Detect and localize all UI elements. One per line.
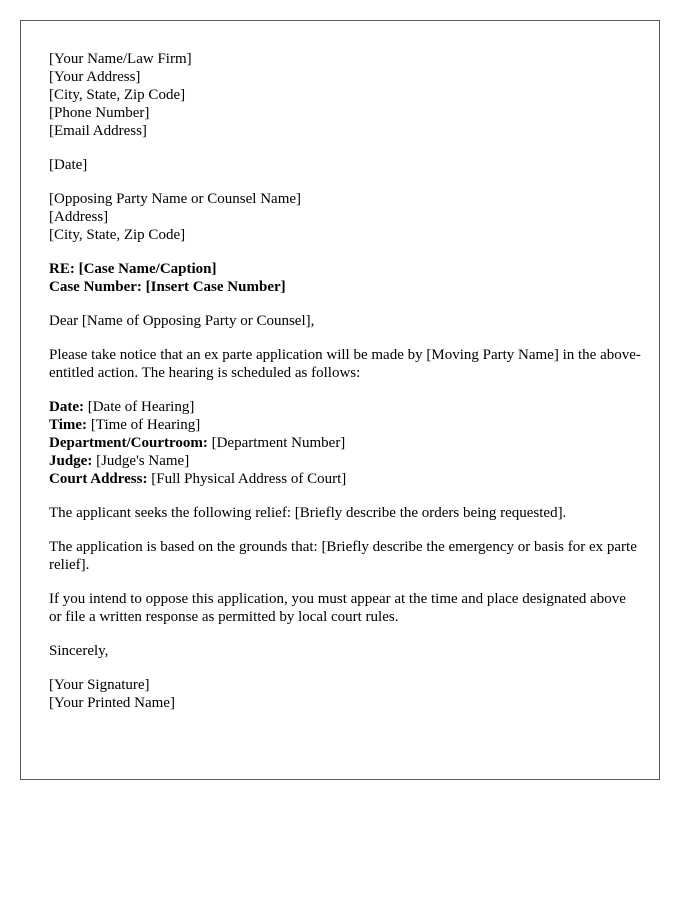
recipient-block [49,190,639,244]
hearing-department-value: [Department Number] [211,435,346,451]
hearing-court-address-line [49,470,639,488]
sender-block [49,50,639,140]
salutation-block [49,312,639,330]
case-number-value: [Insert Case Number] [145,279,286,295]
notice-paragraph: Please take notice that an ex parte application will be made by [Moving Party Name] in the above-entitled action. The hearing is scheduled as follows: [49,347,641,381]
sender-email: [Email Address] [49,123,147,139]
sender-name-firm: [Your Name/Law Firm] [49,51,192,67]
printed-name: [Your Printed Name] [49,695,175,711]
hearing-court-address-value: [Full Physical Address of Court] [151,471,347,487]
sender-phone: [Phone Number] [49,105,150,121]
hearing-time-label: Time: [49,417,88,433]
hearing-time-line [49,416,639,434]
grounds-paragraph: The application is based on the grounds that: [Briefly describe the emergency or basis for ex parte relief]. [49,539,637,573]
recipient-city-state-zip: [City, State, Zip Code] [49,227,186,243]
sender-city-state-zip: [City, State, Zip Code] [49,87,186,103]
closing-block [49,642,639,660]
date-block [49,156,639,174]
hearing-judge-value: [Judge's Name] [96,453,190,469]
salutation: Dear [Name of Opposing Party or Counsel], [49,313,315,329]
signature-block [49,676,639,712]
hearing-department-label: Department/Courtroom: [49,435,208,451]
hearing-date-label: Date: [49,399,84,415]
sender-address: [Your Address] [49,69,141,85]
hearing-judge-label: Judge: [49,453,93,469]
hearing-date-line [49,398,639,416]
hearing-court-address-label: Court Address: [49,471,148,487]
hearing-department-line [49,434,639,452]
re-label: RE: [49,261,75,277]
hearing-details [49,398,639,488]
oppose-paragraph: If you intend to oppose this application, you must appear at the time and place designated above or file a written response as permitted by local court rules. [49,591,626,625]
hearing-time-value: [Time of Hearing] [90,417,201,433]
re-line [49,260,639,278]
letter-date: [Date] [49,157,88,173]
case-number-label: Case Number: [49,279,142,295]
signature-placeholder: [Your Signature] [49,677,150,693]
hearing-judge-line [49,452,639,470]
re-value: [Case Name/Caption] [78,261,217,277]
letter-page [20,20,660,780]
relief-paragraph: The applicant seeks the following relief: [Briefly describe the orders being requested]. [49,505,567,521]
closing: Sincerely, [49,643,109,659]
reference-block [49,260,639,296]
recipient-name: [Opposing Party Name or Counsel Name] [49,191,302,207]
recipient-address: [Address] [49,209,109,225]
hearing-date-value: [Date of Hearing] [87,399,195,415]
case-number-line [49,278,639,296]
